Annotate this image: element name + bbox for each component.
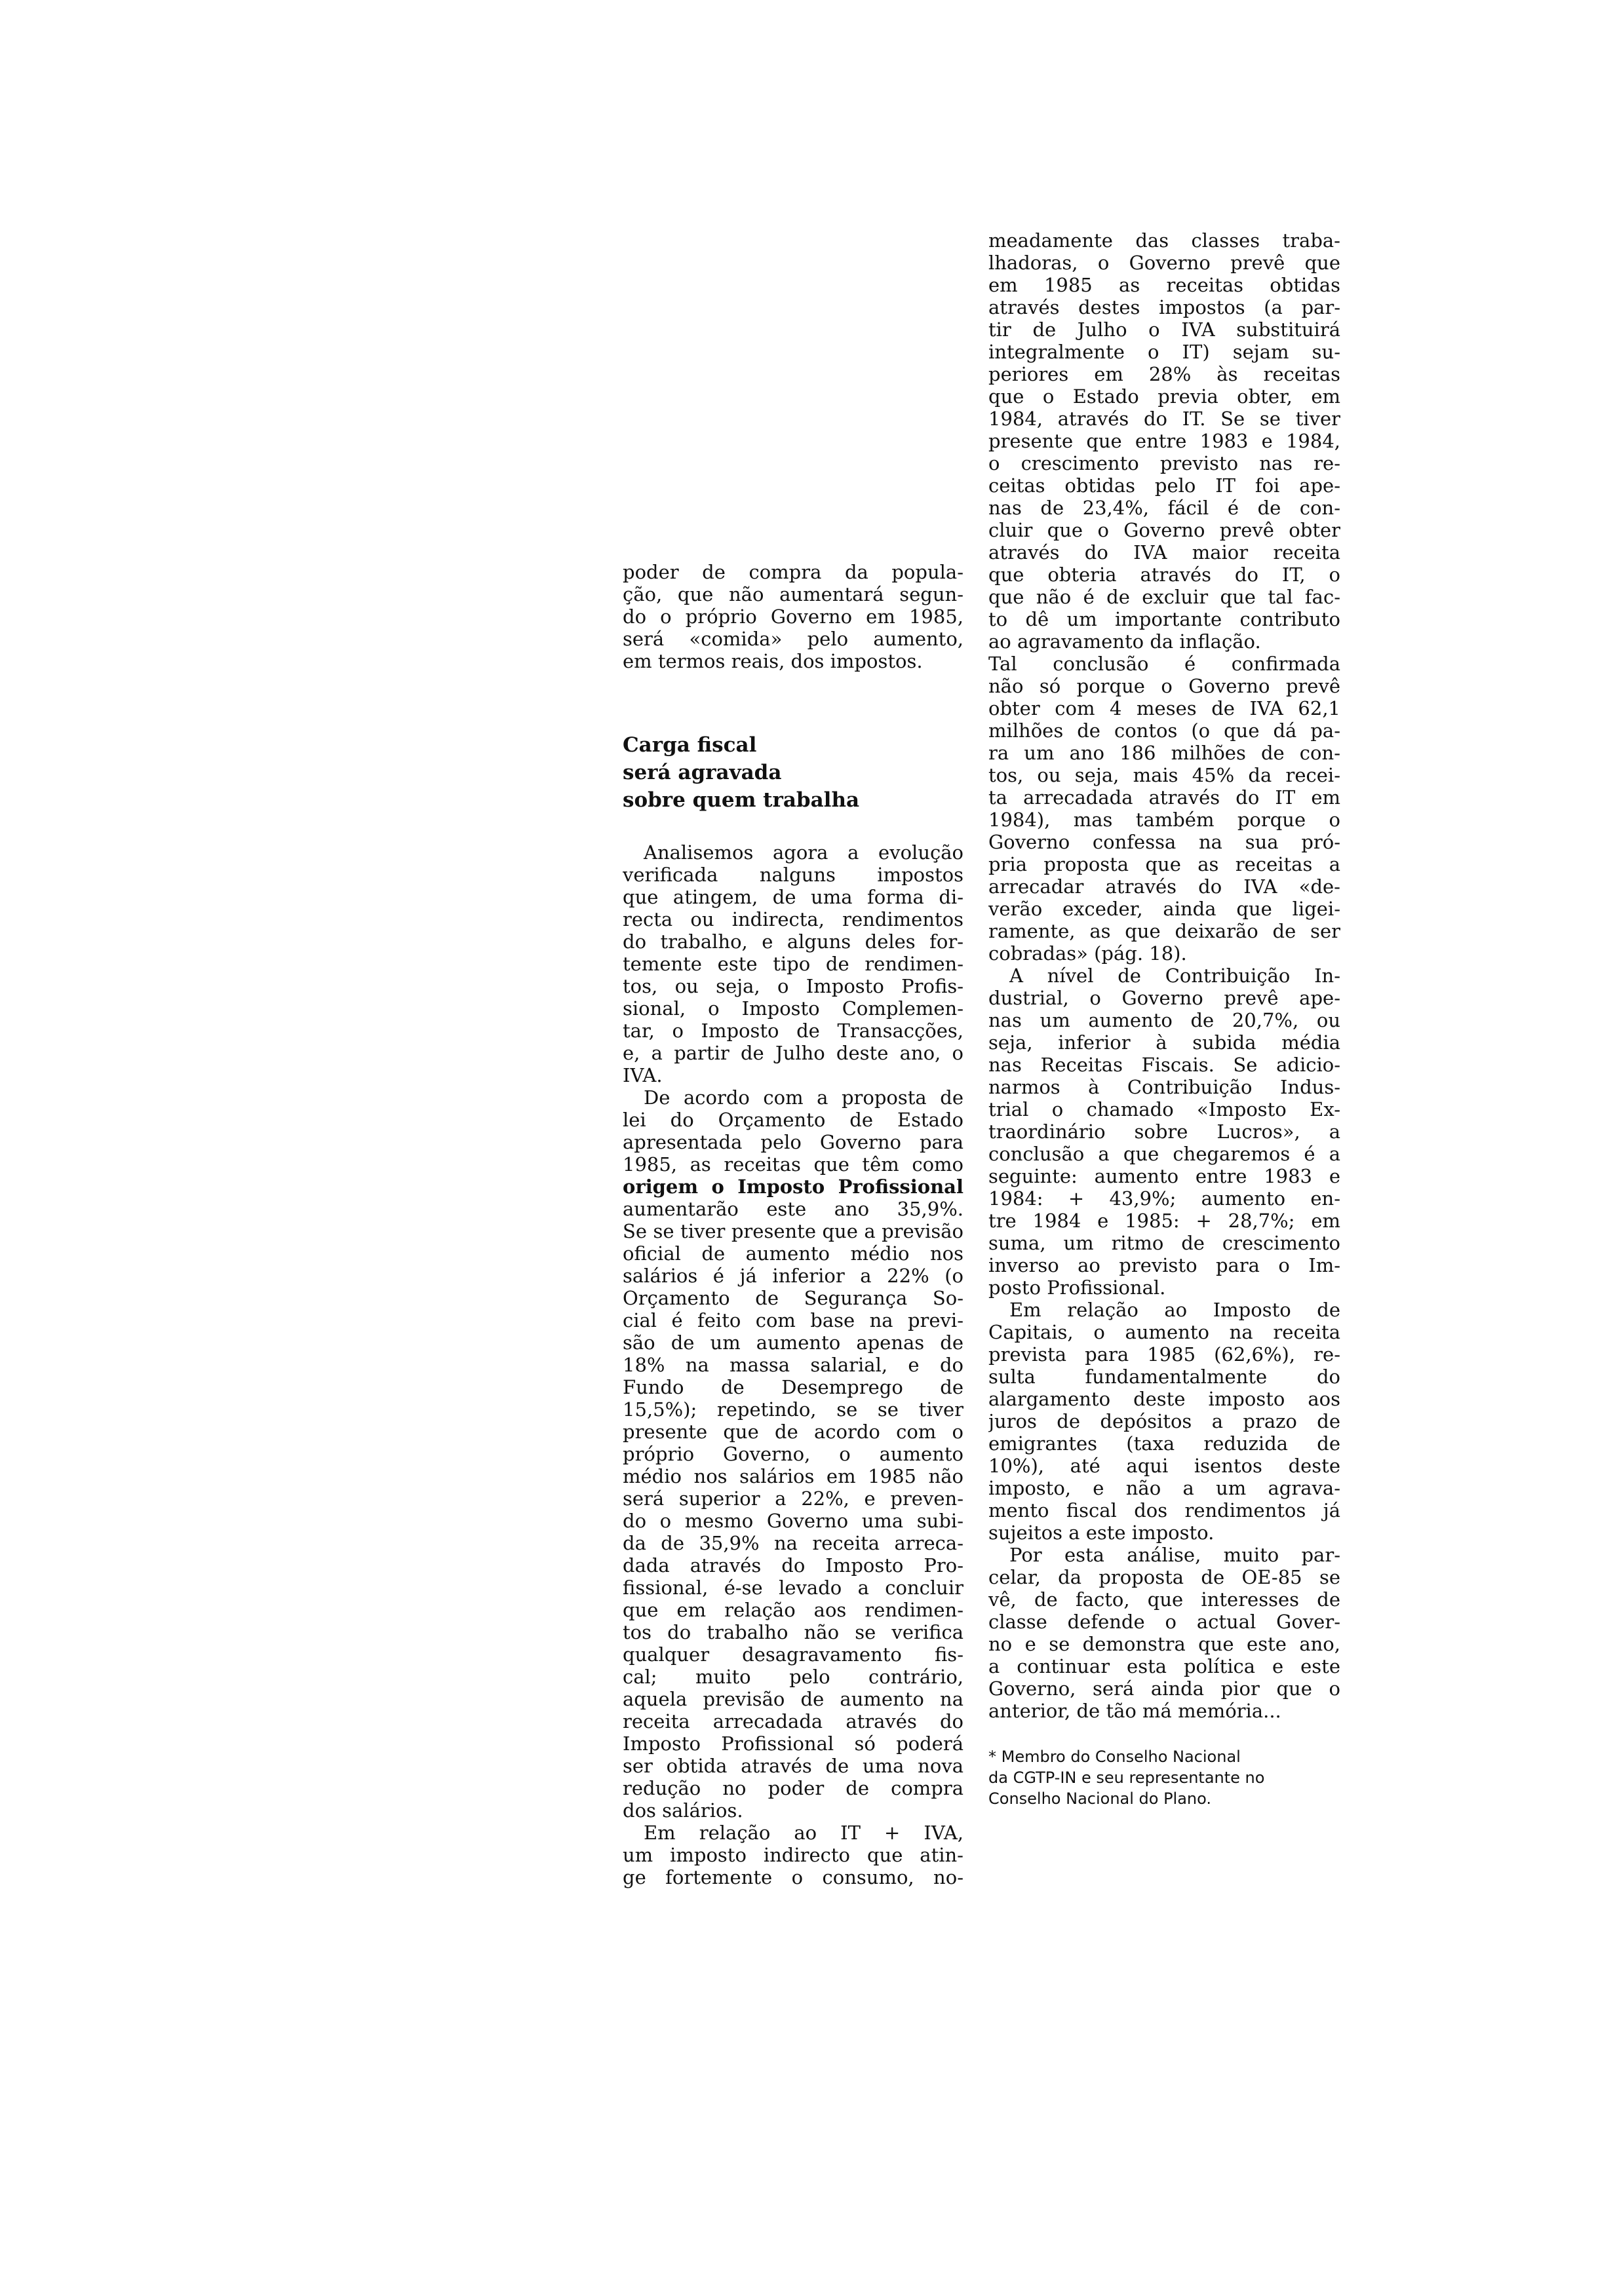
text-line: classe defende o actual Gover- — [988, 1611, 1340, 1633]
section-heading: será agravada — [623, 761, 782, 784]
text-line: IVA. — [623, 1064, 663, 1086]
text-line: mento fiscal dos rendimentos já — [988, 1499, 1340, 1521]
text-line: aumentarão este ano 35,9%. — [623, 1198, 963, 1220]
text-line: tre 1984 e 1985: + 28,7%; em — [988, 1210, 1340, 1232]
text-line: cluir que o Governo prevê obter — [988, 519, 1340, 541]
text-line: será superior a 22%, e preven- — [623, 1487, 963, 1510]
text-line: vê, de facto, que interesses de — [988, 1588, 1340, 1611]
text-line: to dê um importante contributo — [988, 608, 1340, 630]
text-line: alargamento deste imposto aos — [988, 1388, 1340, 1410]
text-line: receita arrecadada através do — [623, 1710, 963, 1732]
text-line: dada através do Imposto Pro- — [623, 1554, 963, 1577]
text-line: pria proposta que as receitas a — [988, 853, 1340, 875]
text-line: 15,5%); repetindo, se se tiver — [623, 1398, 963, 1421]
text-line: Imposto Profissional só poderá — [623, 1732, 963, 1755]
text-line: através do IVA maior receita — [988, 541, 1340, 564]
text-line: ramente, as que deixarão de ser — [988, 920, 1340, 942]
text-line: meadamente das classes traba- — [988, 229, 1340, 252]
text-line: nas de 23,4%, fácil é de con- — [988, 497, 1340, 519]
text-line: dustrial, o Governo prevê ape- — [988, 987, 1340, 1009]
text-line: Analisemos agora a evolução — [644, 841, 963, 864]
text-line: qualquer desagravamento fis- — [623, 1643, 963, 1666]
text-line: De acordo com a proposta de — [644, 1086, 963, 1109]
footnote: da CGTP-IN e seu representante no — [988, 1769, 1265, 1787]
text-line: obter com 4 meses de IVA 62,1 — [988, 697, 1340, 719]
text-line: não só porque o Governo prevê — [988, 675, 1340, 697]
text-line: arrecadar através do IVA «de- — [988, 875, 1340, 898]
text-line: 18% na massa salarial, e do — [623, 1354, 963, 1376]
text-line: tos, ou seja, o Imposto Profis- — [623, 975, 963, 997]
text-line: do trabalho, e alguns deles for- — [623, 930, 963, 953]
text-line: Orçamento de Segurança So- — [623, 1287, 963, 1309]
text-line: fissional, é-se levado a concluir — [623, 1577, 963, 1599]
text-line: cal; muito pelo contrário, — [623, 1666, 963, 1688]
text-line: cobradas» (pág. 18). — [988, 942, 1187, 965]
text-line: sulta fundamentalmente do — [988, 1366, 1340, 1388]
text-line: trial o chamado «Imposto Ex- — [988, 1098, 1340, 1120]
text-line: Fundo de Desemprego de — [623, 1376, 963, 1398]
text-line: ao agravamento da inflação. — [988, 630, 1261, 653]
text-line: Por esta análise, muito par- — [1009, 1544, 1340, 1566]
text-line: A nível de Contribuição In- — [1009, 965, 1340, 987]
text-line: recta ou indirecta, rendimentos — [623, 908, 963, 930]
text-line: lei do Orçamento de Estado — [623, 1109, 963, 1131]
text-line: ção, que não aumentará segun- — [623, 583, 963, 605]
text-line: Capitais, o aumento na receita — [988, 1321, 1340, 1343]
text-line: Se se tiver presente que a previsão — [623, 1220, 963, 1242]
text-line: verão exceder, ainda que ligei- — [988, 898, 1340, 920]
text-line: do o mesmo Governo uma subi- — [623, 1510, 963, 1532]
text-line: celar, da proposta de OE-85 se — [988, 1566, 1340, 1588]
text-line: Governo confessa na sua pró- — [988, 831, 1340, 853]
text-line: sujeitos a este imposto. — [988, 1521, 1215, 1544]
text-line: anterior, de tão má memória... — [988, 1700, 1281, 1722]
text-line: em 1985 as receitas obtidas — [988, 274, 1340, 296]
text-line: que obteria através do IT, o — [988, 564, 1340, 586]
text-line: presente que entre 1983 e 1984, — [988, 430, 1340, 452]
text-line: verificada nalguns impostos — [623, 864, 963, 886]
text-line: traordinário sobre Lucros», a — [988, 1120, 1340, 1143]
text-line: aquela previsão de aumento na — [623, 1688, 963, 1710]
text-line: redução no poder de compra — [623, 1777, 963, 1799]
text-line: Em relação ao IT + IVA, — [644, 1822, 963, 1844]
text-line: oficial de aumento médio nos — [623, 1242, 963, 1265]
text-line: ta arrecadada através do IT em — [988, 786, 1340, 809]
footnote: Conselho Nacional do Plano. — [988, 1789, 1212, 1808]
text-line: inverso ao previsto para o Im- — [988, 1254, 1340, 1276]
text-line: um imposto indirecto que atin- — [623, 1844, 963, 1866]
section-heading: Carga fiscal — [623, 734, 757, 756]
text-line: dos salários. — [623, 1799, 743, 1822]
text-line: seguinte: aumento entre 1983 e — [988, 1165, 1340, 1187]
text-line: origem o Imposto Profissional — [623, 1176, 963, 1198]
text-line: 1985, as receitas que têm como — [623, 1153, 963, 1176]
text-line: temente este tipo de rendimen- — [623, 953, 963, 975]
text-line: sional, o Imposto Complemen- — [623, 997, 963, 1020]
text-line: Tal conclusão é confirmada — [988, 653, 1340, 675]
text-line: será «comida» pelo aumento, — [623, 628, 963, 650]
text-line: presente que de acordo com o — [623, 1421, 963, 1443]
text-line: tar, o Imposto de Transacções, — [623, 1020, 963, 1042]
text-line: médio nos salários em 1985 não — [623, 1465, 963, 1487]
text-line: tos, ou seja, mais 45% da recei- — [988, 764, 1340, 786]
text-line: a continuar esta política e este — [988, 1655, 1340, 1677]
text-line: nas Receitas Fiscais. Se adicio- — [988, 1054, 1340, 1076]
text-line: prevista para 1985 (62,6%), re- — [988, 1343, 1340, 1366]
section-heading: sobre quem trabalha — [623, 789, 860, 811]
text-line: o crescimento previsto nas re- — [988, 452, 1340, 474]
text-line: integralmente o IT) sejam su- — [988, 341, 1340, 363]
footnote: * Membro do Conselho Nacional — [988, 1748, 1241, 1766]
text-line: através destes impostos (a par- — [988, 296, 1340, 318]
text-line: ceitas obtidas pelo IT foi ape- — [988, 474, 1340, 497]
text-line: próprio Governo, o aumento — [623, 1443, 963, 1465]
text-line: Em relação ao Imposto de — [1009, 1299, 1340, 1321]
text-line: poder de compra da popula- — [623, 561, 963, 583]
text-line: suma, um ritmo de crescimento — [988, 1232, 1340, 1254]
text-line: em termos reais, dos impostos. — [623, 650, 923, 672]
text-line: emigrantes (taxa reduzida de — [988, 1432, 1340, 1455]
text-line: são de um aumento apenas de — [623, 1331, 963, 1354]
text-line: apresentada pelo Governo para — [623, 1131, 963, 1153]
text-line: que em relação aos rendimen- — [623, 1599, 963, 1621]
text-line: narmos à Contribuição Indus- — [988, 1076, 1340, 1098]
text-line: salários é já inferior a 22% (o — [623, 1265, 963, 1287]
text-line: juros de depósitos a prazo de — [988, 1410, 1340, 1432]
text-line: 1984, através do IT. Se se tiver — [988, 408, 1340, 430]
text-line: lhadoras, o Governo prevê que — [988, 252, 1340, 274]
text-line: seja, inferior à subida média — [988, 1031, 1340, 1054]
text-line: cial é feito com base na previ- — [623, 1309, 963, 1331]
text-line: que atingem, de uma forma di- — [623, 886, 963, 908]
text-line: ser obtida através de uma nova — [623, 1755, 963, 1777]
text-line: que o Estado previa obter, em — [988, 385, 1340, 408]
text-line: do o próprio Governo em 1985, — [623, 605, 963, 628]
text-line: imposto, e não a um agrava- — [988, 1477, 1340, 1499]
text-line: 10%), até aqui isentos deste — [988, 1455, 1340, 1477]
text-line: nas um aumento de 20,7%, ou — [988, 1009, 1340, 1031]
text-line: 1984: + 43,9%; aumento en- — [988, 1187, 1340, 1210]
text-line: tir de Julho o IVA substituirá — [988, 318, 1340, 341]
text-line: tos do trabalho não se verifica — [623, 1621, 963, 1643]
text-line: ge fortemente o consumo, no- — [623, 1866, 963, 1888]
text-line: da de 35,9% na receita arreca- — [623, 1532, 963, 1554]
text-line: conclusão a que chegaremos é a — [988, 1143, 1340, 1165]
text-line: no e se demonstra que este ano, — [988, 1633, 1340, 1655]
text-line: milhões de contos (o que dá pa- — [988, 719, 1340, 742]
text-line: ra um ano 186 milhões de con- — [988, 742, 1340, 764]
text-line: que não é de excluir que tal fac- — [988, 586, 1340, 608]
text-line: 1984), mas também porque o — [988, 809, 1340, 831]
text-line: Governo, será ainda pior que o — [988, 1677, 1340, 1700]
text-line: e, a partir de Julho deste ano, o — [623, 1042, 963, 1064]
text-line: periores em 28% às receitas — [988, 363, 1340, 385]
text-line: posto Profissional. — [988, 1276, 1166, 1299]
